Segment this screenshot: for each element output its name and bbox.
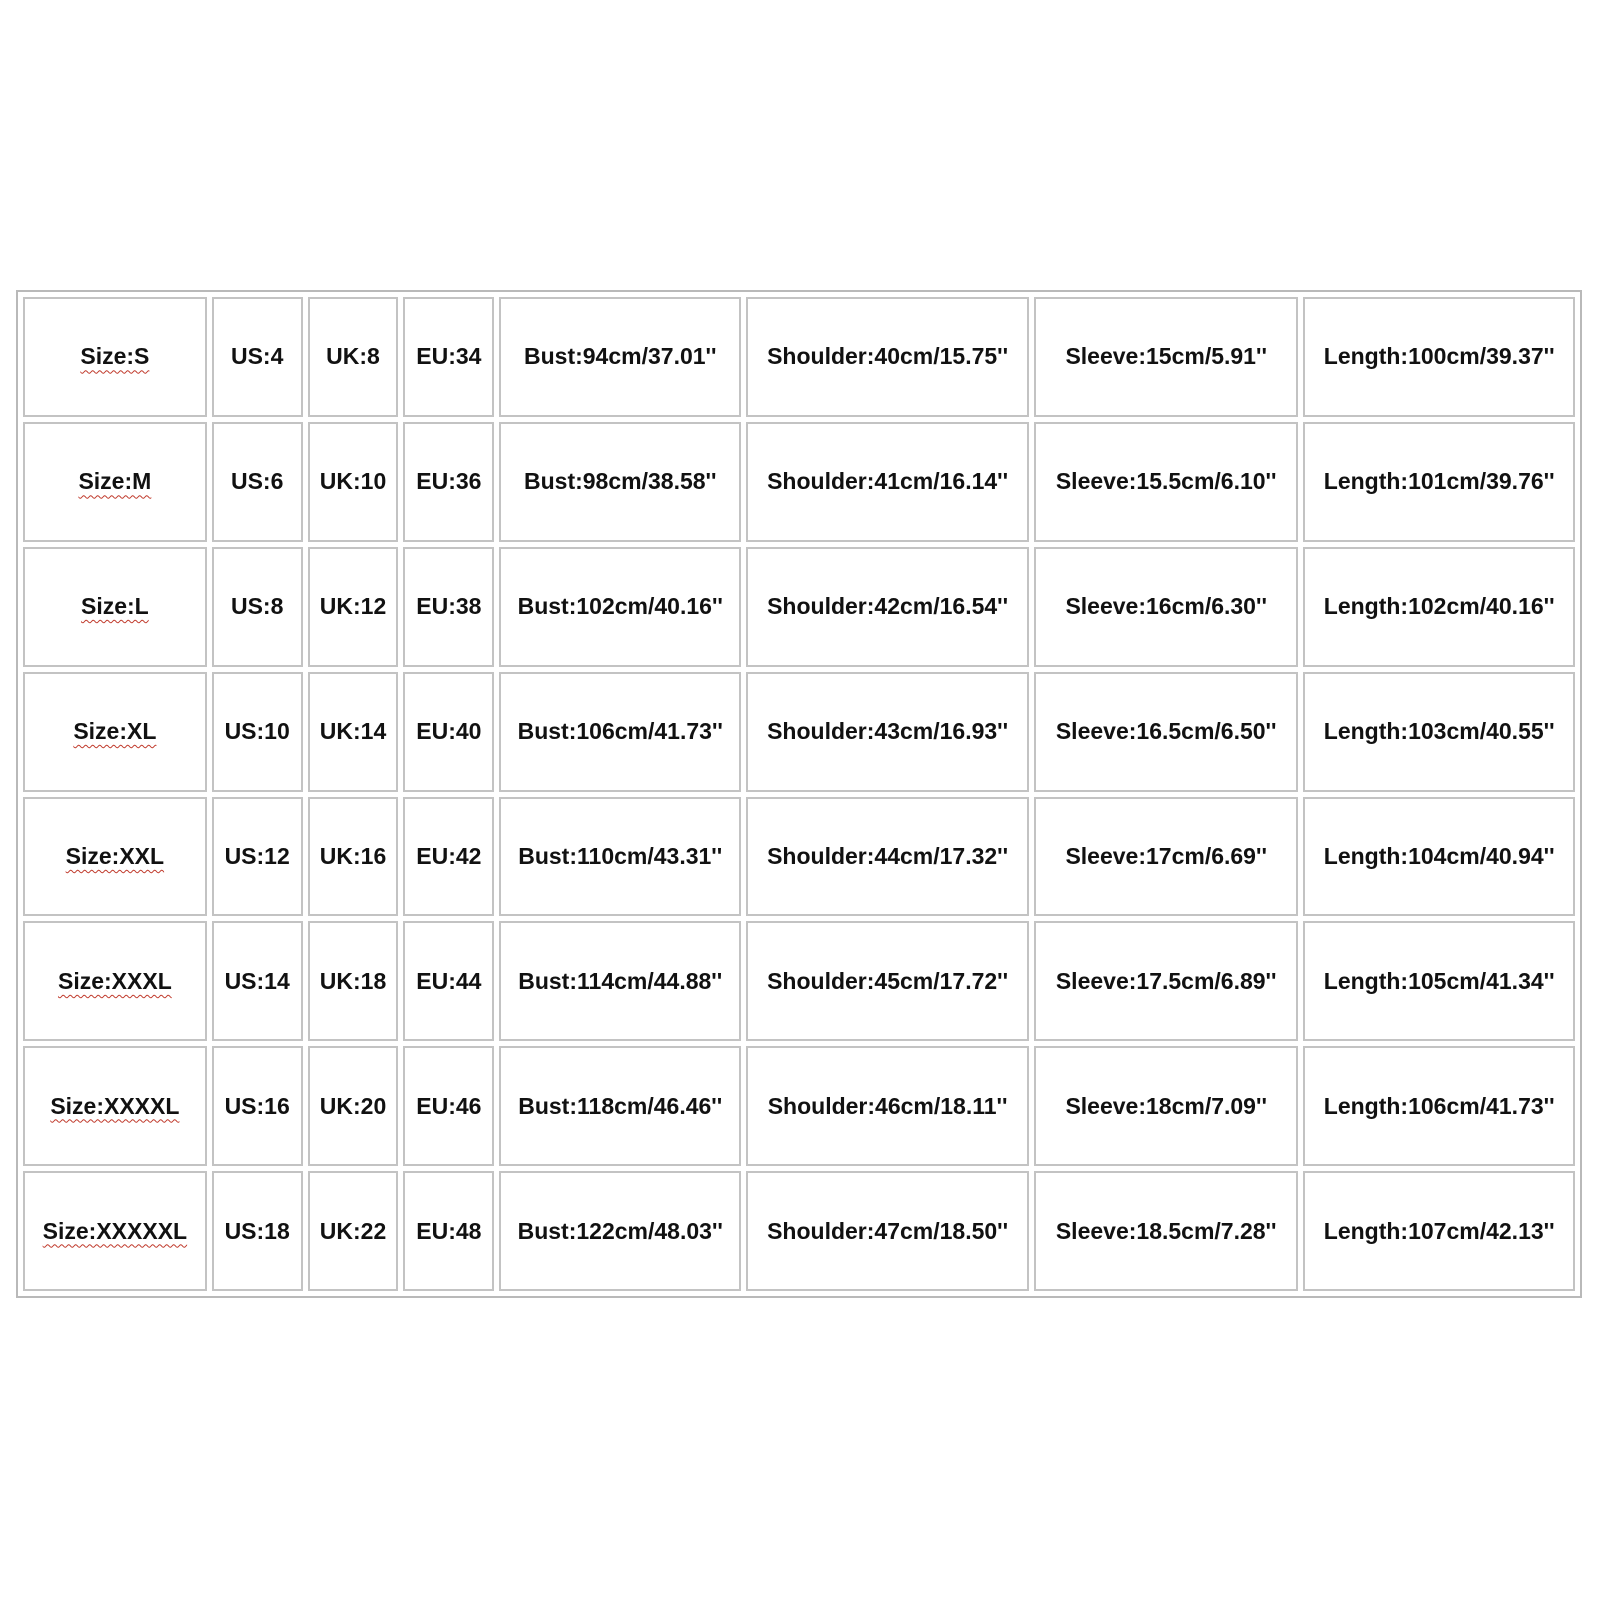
table-cell-us [212, 672, 303, 792]
shoulder-value: Shoulder:40cm/15.75'' [767, 343, 1009, 370]
table-cell-size [23, 422, 207, 542]
table-cell-size [23, 797, 207, 917]
table-cell-size [23, 297, 207, 417]
size-chart-table [18, 292, 1580, 1296]
us-value: US:10 [224, 718, 290, 745]
table-cell-bust [499, 1171, 741, 1291]
eu-value: EU:36 [416, 468, 482, 495]
length-value: Length:103cm/40.55'' [1323, 718, 1555, 745]
table-cell-sleeve [1034, 921, 1298, 1041]
table-cell-us [212, 1046, 303, 1166]
table-cell-uk [308, 547, 399, 667]
sleeve-value: Sleeve:15.5cm/6.10'' [1055, 468, 1277, 495]
shoulder-value: Shoulder:41cm/16.14'' [767, 468, 1009, 495]
table-cell-bust [499, 921, 741, 1041]
table-cell-bust [499, 297, 741, 417]
eu-value: EU:40 [416, 718, 482, 745]
table-cell-length [1303, 1171, 1575, 1291]
table-cell-sleeve [1034, 422, 1298, 542]
eu-value: EU:34 [416, 343, 482, 370]
eu-value: EU:44 [416, 967, 482, 994]
table-cell-bust [499, 797, 741, 917]
uk-value: UK:22 [319, 1217, 387, 1244]
table-cell-shoulder [746, 921, 1029, 1041]
table-cell-length [1303, 1046, 1575, 1166]
table-cell-uk [308, 297, 399, 417]
us-value: US:6 [230, 468, 284, 495]
bust-value: Bust:94cm/37.01'' [524, 343, 717, 370]
table-row [23, 547, 1575, 667]
sleeve-value: Sleeve:16cm/6.30'' [1065, 593, 1267, 620]
eu-value: EU:48 [416, 1217, 482, 1244]
table-cell-eu [403, 1171, 494, 1291]
us-value: US:4 [230, 343, 284, 370]
eu-value: EU:38 [416, 593, 482, 620]
table-cell-uk [308, 422, 399, 542]
shoulder-value: Shoulder:47cm/18.50'' [767, 1217, 1009, 1244]
table-cell-length [1303, 422, 1575, 542]
table-cell-eu [403, 297, 494, 417]
table-row [23, 921, 1575, 1041]
us-value: US:12 [224, 842, 290, 869]
table-cell-size [23, 921, 207, 1041]
eu-value: EU:42 [416, 842, 482, 869]
table-cell-shoulder [746, 797, 1029, 917]
table-cell-shoulder [746, 1171, 1029, 1291]
table-cell-us [212, 921, 303, 1041]
table-cell-shoulder [746, 297, 1029, 417]
sleeve-value: Sleeve:17cm/6.69'' [1065, 842, 1267, 869]
bust-value: Bust:98cm/38.58'' [524, 468, 717, 495]
eu-value: EU:46 [416, 1092, 482, 1119]
table-cell-uk [308, 672, 399, 792]
table-cell-shoulder [746, 422, 1029, 542]
uk-value: UK:10 [319, 468, 387, 495]
us-value: US:8 [230, 593, 284, 620]
table-row [23, 1171, 1575, 1291]
table-cell-sleeve [1034, 1171, 1298, 1291]
sleeve-value: Sleeve:15cm/5.91'' [1065, 343, 1267, 370]
sleeve-value: Sleeve:17.5cm/6.89'' [1055, 967, 1277, 994]
uk-value: UK:20 [319, 1092, 387, 1119]
table-cell-shoulder [746, 547, 1029, 667]
table-cell-uk [308, 1046, 399, 1166]
bust-value: Bust:106cm/41.73'' [517, 718, 723, 745]
us-value: US:14 [224, 967, 290, 994]
table-cell-length [1303, 797, 1575, 917]
table-row [23, 422, 1575, 542]
table-row [23, 1046, 1575, 1166]
table-cell-eu [403, 422, 494, 542]
size-chart-body [23, 297, 1575, 1291]
table-cell-us [212, 1171, 303, 1291]
length-value: Length:107cm/42.13'' [1323, 1217, 1555, 1244]
size-value: Size:XXXL [57, 967, 172, 994]
table-cell-eu [403, 672, 494, 792]
size-value: Size:XL [73, 718, 157, 745]
table-cell-size [23, 1046, 207, 1166]
table-cell-size [23, 1171, 207, 1291]
table-cell-length [1303, 547, 1575, 667]
length-value: Length:105cm/41.34'' [1323, 967, 1555, 994]
shoulder-value: Shoulder:44cm/17.32'' [767, 842, 1009, 869]
size-value: Size:L [81, 593, 149, 620]
uk-value: UK:16 [319, 842, 387, 869]
shoulder-value: Shoulder:45cm/17.72'' [767, 967, 1009, 994]
table-cell-size [23, 547, 207, 667]
length-value: Length:100cm/39.37'' [1323, 343, 1555, 370]
bust-value: Bust:110cm/43.31'' [518, 842, 723, 869]
uk-value: UK:8 [326, 343, 380, 370]
table-cell-bust [499, 422, 741, 542]
shoulder-value: Shoulder:46cm/18.11'' [767, 1092, 1008, 1119]
size-chart [16, 290, 1582, 1298]
size-value: Size:M [78, 468, 152, 495]
table-cell-sleeve [1034, 797, 1298, 917]
table-cell-us [212, 797, 303, 917]
sleeve-value: Sleeve:16.5cm/6.50'' [1055, 718, 1277, 745]
us-value: US:16 [224, 1092, 290, 1119]
uk-value: UK:14 [319, 718, 387, 745]
us-value: US:18 [224, 1217, 290, 1244]
table-cell-length [1303, 672, 1575, 792]
table-cell-size [23, 672, 207, 792]
size-value: Size:XXL [65, 842, 165, 869]
shoulder-value: Shoulder:42cm/16.54'' [767, 593, 1009, 620]
uk-value: UK:18 [319, 967, 387, 994]
table-cell-length [1303, 297, 1575, 417]
table-cell-us [212, 422, 303, 542]
length-value: Length:101cm/39.76'' [1323, 468, 1555, 495]
table-cell-bust [499, 672, 741, 792]
table-cell-bust [499, 1046, 741, 1166]
table-cell-uk [308, 921, 399, 1041]
bust-value: Bust:118cm/46.46'' [518, 1092, 723, 1119]
size-value: Size:XXXXL [50, 1092, 180, 1119]
table-cell-shoulder [746, 1046, 1029, 1166]
table-cell-length [1303, 921, 1575, 1041]
bust-value: Bust:114cm/44.88'' [518, 967, 723, 994]
bust-value: Bust:122cm/48.03'' [517, 1217, 723, 1244]
table-row [23, 797, 1575, 917]
table-cell-uk [308, 797, 399, 917]
table-cell-sleeve [1034, 672, 1298, 792]
size-value: Size:XXXXXL [42, 1217, 188, 1244]
sleeve-value: Sleeve:18.5cm/7.28'' [1055, 1217, 1277, 1244]
sleeve-value: Sleeve:18cm/7.09'' [1065, 1092, 1267, 1119]
table-cell-shoulder [746, 672, 1029, 792]
size-value: Size:S [80, 343, 150, 370]
table-cell-eu [403, 921, 494, 1041]
length-value: Length:104cm/40.94'' [1323, 842, 1555, 869]
table-cell-eu [403, 1046, 494, 1166]
table-cell-uk [308, 1171, 399, 1291]
table-cell-eu [403, 547, 494, 667]
table-cell-sleeve [1034, 547, 1298, 667]
table-cell-sleeve [1034, 1046, 1298, 1166]
table-cell-bust [499, 547, 741, 667]
table-cell-eu [403, 797, 494, 917]
uk-value: UK:12 [319, 593, 387, 620]
table-row [23, 672, 1575, 792]
table-cell-us [212, 547, 303, 667]
table-cell-sleeve [1034, 297, 1298, 417]
length-value: Length:106cm/41.73'' [1323, 1092, 1555, 1119]
length-value: Length:102cm/40.16'' [1323, 593, 1555, 620]
bust-value: Bust:102cm/40.16'' [517, 593, 723, 620]
table-cell-us [212, 297, 303, 417]
table-row [23, 297, 1575, 417]
shoulder-value: Shoulder:43cm/16.93'' [767, 718, 1009, 745]
